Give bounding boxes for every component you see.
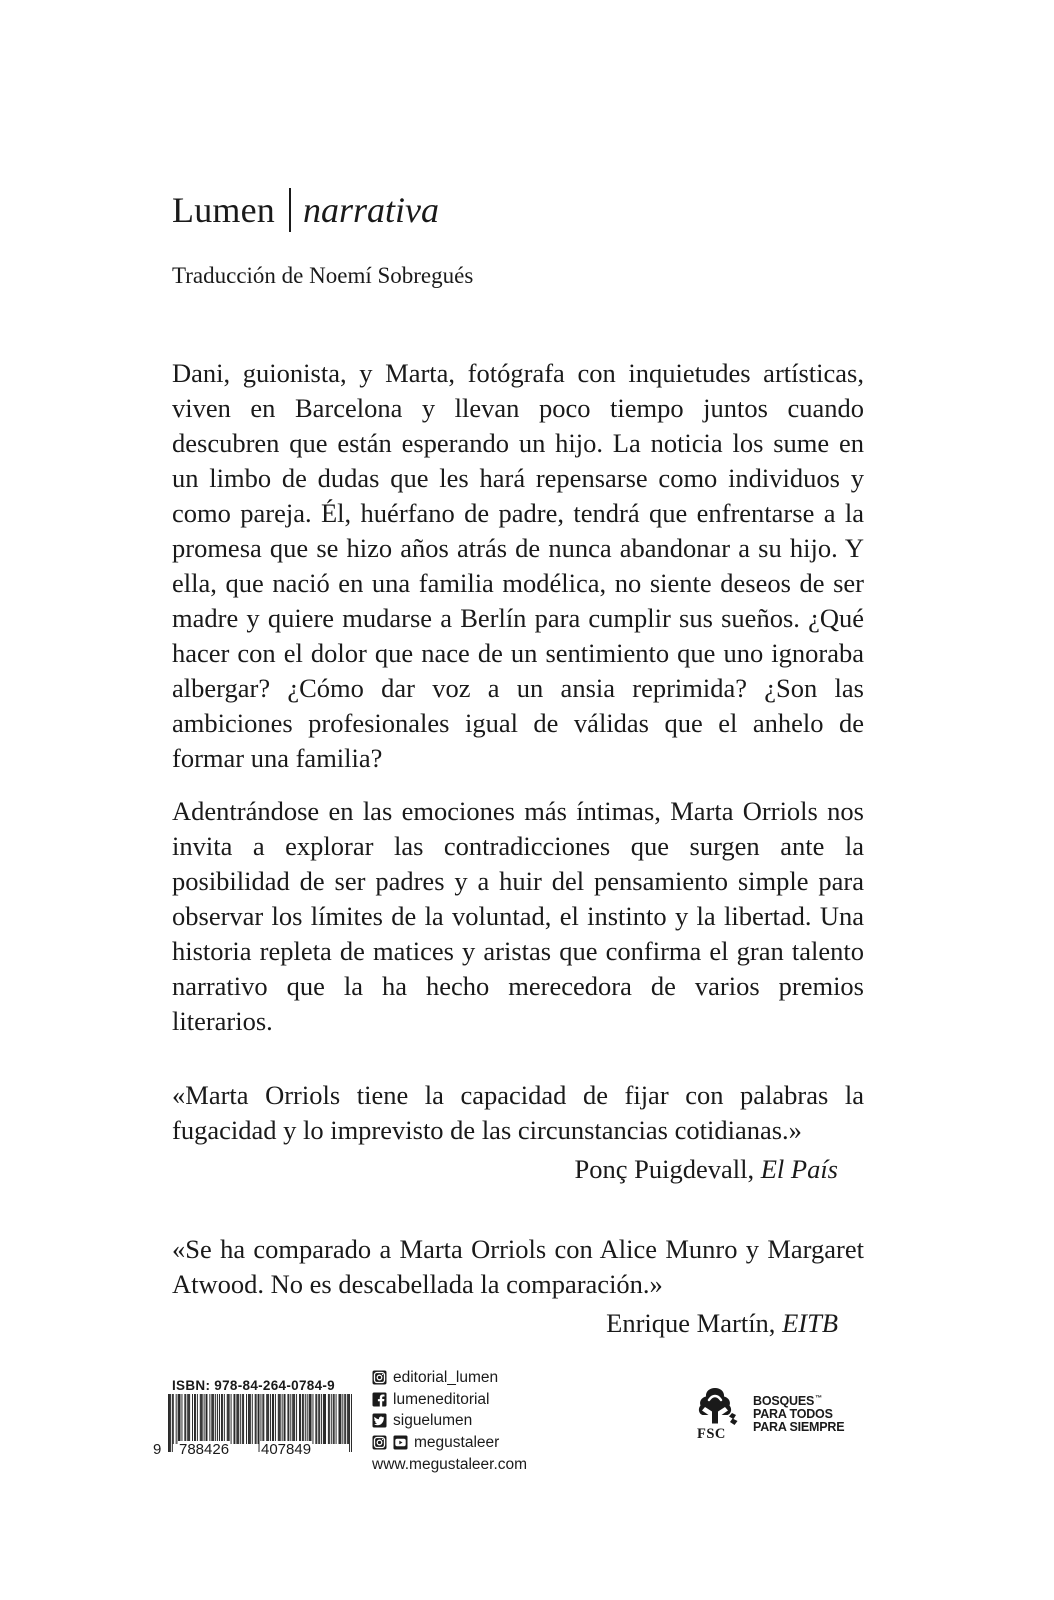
quote-text: «Se ha comparado a Marta Orriols con Alice Munro y Margaret Atwood. No es descabellada la comparación.» <box>172 1234 864 1299</box>
barcode-bar <box>302 1394 303 1444</box>
barcode-bar <box>294 1394 295 1444</box>
barcode-bar <box>249 1394 250 1444</box>
barcode-bar <box>188 1394 189 1444</box>
barcode-bar <box>333 1394 334 1444</box>
barcode-bar <box>336 1394 337 1444</box>
barcode-bar <box>200 1394 201 1444</box>
translator-credit: Traducción de Noemí Sobregués <box>172 263 474 288</box>
barcode-digits-right: 407849 <box>261 1441 312 1458</box>
barcode-bar <box>227 1394 228 1444</box>
barcode-bar <box>262 1394 263 1444</box>
barcode-bar <box>206 1394 207 1444</box>
barcode-bar <box>187 1394 188 1444</box>
barcode-bar <box>296 1394 297 1444</box>
barcode-bar <box>293 1394 294 1444</box>
social-links <box>372 1367 527 1476</box>
barcode-bar <box>219 1394 220 1444</box>
barcode-bar <box>299 1394 300 1444</box>
barcode-bar <box>342 1394 343 1444</box>
isbn-label: ISBN: 978-84-264-0784-9 <box>172 1378 335 1393</box>
barcode-bar <box>201 1394 202 1444</box>
barcode-bar <box>248 1394 249 1444</box>
barcode-bar <box>221 1394 222 1444</box>
barcode-bar <box>282 1394 283 1444</box>
barcode-bar <box>288 1394 289 1444</box>
barcode-bar <box>242 1394 243 1444</box>
barcode-bar <box>209 1394 210 1444</box>
barcode-bar <box>292 1394 293 1444</box>
barcode-bar <box>315 1394 316 1444</box>
barcode-bar <box>348 1394 349 1444</box>
barcode-bar <box>250 1394 251 1444</box>
barcode-bar <box>197 1394 198 1444</box>
barcode-bar <box>211 1394 212 1444</box>
quote-author: Enrique Martín, <box>606 1308 776 1338</box>
instagram-handle: editorial_lumen <box>393 1369 499 1386</box>
collection-name: narrativa <box>302 190 439 230</box>
social-row-megustaleer <box>372 1432 527 1454</box>
youtube-icon <box>393 1435 408 1450</box>
barcode-bar <box>285 1394 286 1444</box>
barcode-bar <box>231 1394 232 1444</box>
barcode-bar <box>252 1394 253 1444</box>
barcode-bar <box>309 1394 310 1444</box>
quote-source: EITB <box>782 1308 838 1338</box>
barcode-bar <box>323 1394 324 1444</box>
fsc-logo <box>696 1386 876 1466</box>
twitter-handle: siguelumen <box>393 1412 473 1429</box>
social-row-facebook <box>372 1389 527 1411</box>
barcode-bar <box>195 1394 196 1444</box>
barcode-bar <box>213 1394 214 1444</box>
barcode-bar <box>192 1394 193 1444</box>
barcode-bar <box>340 1394 341 1444</box>
barcode-bar <box>273 1394 274 1444</box>
barcode-bar <box>180 1394 181 1444</box>
social-row-website <box>372 1454 527 1476</box>
barcode-bar <box>229 1394 230 1444</box>
synopsis-paragraph-1 <box>172 356 864 776</box>
barcode-bar <box>194 1394 195 1444</box>
barcode-bar <box>189 1394 190 1444</box>
barcode-bar <box>238 1394 239 1444</box>
barcode-bar <box>339 1394 340 1444</box>
barcode-bar <box>307 1394 308 1444</box>
barcode-bar <box>270 1394 271 1444</box>
publisher-imprint <box>172 188 439 232</box>
barcode-bar <box>176 1394 177 1444</box>
barcode-bar <box>255 1394 256 1444</box>
quote-text: «Marta Orriols tiene la capacidad de fijar con palabras la fugacidad y lo imprevisto de las circunstancias cotidianas.» <box>172 1080 864 1145</box>
barcode-bar <box>178 1394 179 1444</box>
barcode-bar <box>324 1394 325 1444</box>
barcode-digits <box>152 1441 352 1461</box>
barcode-bar <box>173 1394 174 1444</box>
barcode-bar <box>339 1394 340 1444</box>
barcode-bar <box>204 1394 205 1444</box>
barcode-bar <box>316 1394 317 1444</box>
barcode-bar <box>202 1394 203 1444</box>
barcode-bar <box>215 1394 216 1444</box>
quote-source: El País <box>760 1154 838 1184</box>
barcode-bar <box>278 1394 279 1444</box>
fsc-slogan-line-2: PARA TODOS <box>753 1407 833 1421</box>
barcode-bar <box>345 1394 346 1444</box>
barcode-bar <box>237 1394 238 1444</box>
social-row-twitter <box>372 1410 527 1432</box>
quote-attribution <box>172 1152 864 1187</box>
barcode-bar <box>236 1394 237 1444</box>
barcode-bar <box>280 1394 281 1444</box>
barcode-bar <box>222 1394 223 1444</box>
barcode-bar <box>179 1394 180 1444</box>
barcode-bar <box>344 1394 345 1444</box>
twitter-icon <box>372 1413 387 1428</box>
barcode-bar <box>181 1394 182 1444</box>
fsc-slogan-line-3: PARA SIEMPRE <box>753 1420 845 1434</box>
barcode-bar <box>311 1394 312 1444</box>
barcode-digit-first: 9 <box>153 1441 162 1458</box>
instagram-icon <box>372 1370 387 1385</box>
barcode-bar <box>272 1394 273 1444</box>
barcode-bar <box>185 1394 186 1444</box>
quote-author: Ponç Puigdevall, <box>574 1154 755 1184</box>
quote-attribution <box>172 1306 864 1341</box>
barcode-bar <box>267 1394 268 1444</box>
barcode-digits-left: 788426 <box>179 1441 230 1458</box>
imprint-divider <box>289 188 291 232</box>
barcode-bar <box>258 1394 259 1444</box>
barcode-bar <box>256 1394 257 1444</box>
fsc-wordmark: FSC <box>697 1426 726 1442</box>
website-link[interactable]: www.megustaleer.com <box>372 1456 528 1473</box>
synopsis-text: Dani, guionista, y Marta, fotógrafa con inquietudes artísticas, viven en Barcelona y llevan poco tiempo juntos cuando descubren que están esperando un hijo. La noticia los sume en un limbo de dudas que les hará repensarse como individuos y como pareja. Él, huérfano de padre, tendrá que enfrentarse a la promesa que se hizo años atrás de nunca abandonar a su hijo. Y ella, que nació en una familia modélica, no siente deseos de ser madre y quiere mudarse a Berlín para cumplir sus sueños. ¿Qué hacer con el dolor que nace de un sentimiento que uno ignoraba albergar? ¿Cómo dar voz a un ansia reprimida? ¿Son las ambiciones profesionales igual de válidas que el anhelo de formar una familia? <box>172 358 864 773</box>
barcode-bar <box>268 1394 269 1444</box>
barcode-bar <box>290 1394 291 1444</box>
barcode-bar <box>266 1394 267 1444</box>
barcode-bar <box>313 1394 314 1444</box>
barcode-bar <box>325 1394 326 1444</box>
barcode-bar <box>347 1394 348 1444</box>
barcode-bar <box>207 1394 208 1444</box>
social-row-instagram <box>372 1367 527 1389</box>
barcode-bar <box>305 1394 306 1444</box>
barcode-bar <box>228 1394 229 1444</box>
barcode-bar <box>331 1394 332 1444</box>
barcode-bar <box>246 1394 247 1444</box>
barcode-bar <box>318 1394 319 1444</box>
barcode-bar <box>328 1394 329 1444</box>
barcode-bar <box>240 1394 241 1444</box>
barcode-bar <box>284 1394 285 1444</box>
synopsis-text: Adentrándose en las emociones más íntimas, Marta Orriols nos invita a explorar las contradicciones que surgen ante la posibilidad de ser padres y a huir del pensamiento simple para observar los límites de la voluntad, el instinto y la libertad. Una historia repleta de matices y aristas que confirma el gran talento narrativo que la ha hecho merecedora de varios premios literarios. <box>172 796 864 1036</box>
fsc-tree-icon <box>696 1386 744 1426</box>
barcode-bar <box>234 1394 235 1444</box>
barcode-bar <box>334 1394 335 1444</box>
barcode-bar <box>310 1394 311 1444</box>
barcode-bar <box>321 1394 322 1444</box>
barcode-bar <box>234 1394 235 1444</box>
barcode-bar <box>243 1394 244 1444</box>
synopsis-paragraph-2 <box>172 794 864 1039</box>
barcode-bar <box>224 1394 225 1444</box>
barcode-bar <box>279 1394 280 1444</box>
trademark-symbol: ™ <box>815 1395 822 1402</box>
review-quote <box>172 1078 864 1187</box>
barcode-bar <box>217 1394 218 1444</box>
barcode-bar <box>275 1394 276 1444</box>
instagram-icon <box>372 1435 387 1450</box>
barcode-bar <box>212 1394 213 1444</box>
barcode-bar <box>303 1394 304 1444</box>
barcode-bar <box>287 1394 288 1444</box>
barcode-bar <box>263 1394 264 1444</box>
barcode-bar <box>319 1394 320 1444</box>
facebook-icon <box>372 1392 387 1407</box>
facebook-handle: lumeneditorial <box>393 1390 490 1408</box>
publisher-brand: Lumen <box>172 190 275 230</box>
barcode-bar <box>329 1394 330 1444</box>
review-quote <box>172 1232 864 1341</box>
fsc-slogan <box>753 1392 844 1434</box>
fsc-slogan-line-1: BOSQUES <box>753 1394 815 1408</box>
barcode-bar <box>300 1394 301 1444</box>
megustaleer-handle: megustaleer <box>414 1433 500 1451</box>
barcode-bar <box>184 1394 185 1444</box>
